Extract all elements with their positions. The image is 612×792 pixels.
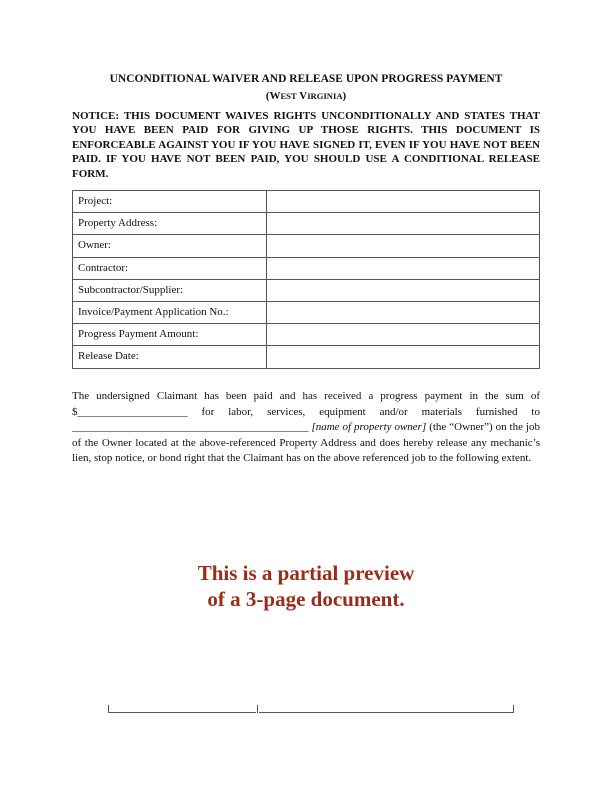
release-paragraph <box>72 389 540 467</box>
info-field-label: Project: <box>73 191 267 213</box>
subtitle-irginia: IRGINIA <box>307 91 343 101</box>
subtitle-w: W <box>269 90 281 102</box>
owner-name-blank[interactable]: ___________________________________________ <box>72 421 309 434</box>
info-table-row <box>73 257 540 279</box>
info-field-value[interactable] <box>267 324 540 346</box>
info-table-row <box>73 191 540 213</box>
notice-paragraph: NOTICE: THIS DOCUMENT WAIVES RIGHTS UNCONDITIONALLY AND STATES THAT YOU HAVE BEEN PAID FOR GIVING UP THOSE RIGHTS. THIS DOCUMENT IS ENFORCEABLE AGAINST YOU IF YOU HAVE SIGNED IT, EVEN IF YOU HAVE NOT BEEN PAID. IF YOU HAVE NOT BEEN PAID, YOU SHOULD USE A CONDITIONAL RELEASE FORM. <box>72 110 540 180</box>
info-field-value[interactable] <box>267 257 540 279</box>
info-table-row <box>73 235 540 257</box>
info-table-row <box>73 279 540 301</box>
signature-tick-middle <box>257 705 258 713</box>
info-table-row <box>73 324 540 346</box>
signature-tick-right <box>513 705 514 713</box>
signature-line-right <box>259 712 513 713</box>
info-field-label: Property Address: <box>73 213 267 235</box>
info-field-label: Release Date: <box>73 346 267 368</box>
partial-preview-notice <box>72 560 540 612</box>
release-text-1: The undersigned Claimant has been paid and has received a progress payment in the sum of $ <box>72 390 540 418</box>
info-field-value[interactable] <box>267 235 540 257</box>
info-field-label: Progress Payment Amount: <box>73 324 267 346</box>
info-field-label: Subcontractor/Supplier: <box>73 279 267 301</box>
info-field-value[interactable] <box>267 279 540 301</box>
subtitle-v: V <box>299 90 308 102</box>
info-field-value[interactable] <box>267 301 540 323</box>
info-field-value[interactable] <box>267 213 540 235</box>
info-table-row <box>73 346 540 368</box>
info-field-value[interactable] <box>267 346 540 368</box>
info-table <box>72 190 540 369</box>
subtitle-close: ) <box>342 90 347 102</box>
info-table-row <box>73 213 540 235</box>
info-table-row <box>73 301 540 323</box>
subtitle-est: EST <box>280 91 297 101</box>
preview-line-2: of a 3-page document. <box>207 587 405 611</box>
document-title: UNCONDITIONAL WAIVER AND RELEASE UPON PROGRESS PAYMENT <box>109 73 503 85</box>
document-subtitle <box>72 89 540 103</box>
amount-blank[interactable]: ____________________ <box>77 405 188 418</box>
signature-line-left <box>108 712 256 713</box>
release-text-3: (the “Owner”) on the job of the Owner located at the above-referenced Property Address and does hereby release any mechanic’s lien, stop notice, or bond right that the Claimant has on the above referenced job to the following extent. <box>72 421 540 465</box>
subtitle-open: ( <box>265 90 270 102</box>
info-field-label: Invoice/Payment Application No.: <box>73 301 267 323</box>
info-field-value[interactable] <box>267 191 540 213</box>
info-field-label: Contractor: <box>73 257 267 279</box>
preview-line-1: This is a partial preview <box>197 561 415 585</box>
release-text-2: for labor, services, equipment and/or materials furnished to <box>187 405 540 418</box>
owner-name-hint: [name of property owner] <box>308 421 427 434</box>
info-field-label: Owner: <box>73 235 267 257</box>
